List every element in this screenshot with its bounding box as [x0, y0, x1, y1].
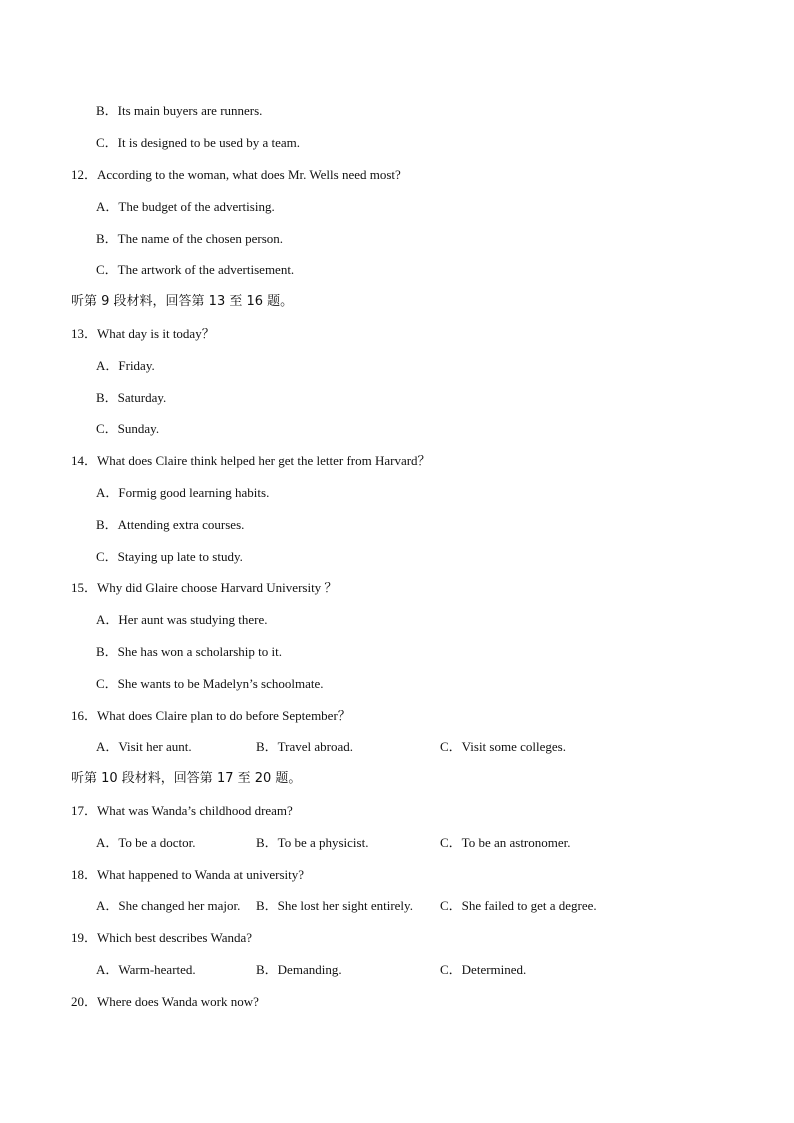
- option-17a: A．To be a doctor.: [96, 835, 196, 850]
- option-15b: B．She has won a scholarship to it.: [96, 644, 282, 659]
- option-12a: A．The budget of the advertising.: [96, 199, 275, 214]
- question-18: 18．What happened to Wanda at university?: [71, 867, 305, 882]
- question-14: 14．What does Claire think helped her get the letter from Harvard？: [71, 453, 431, 468]
- section-heading-9: 听第 9 段材料，回答第 13 至 16 题。: [71, 294, 294, 309]
- option-13b: B．Saturday.: [96, 390, 167, 405]
- options-row-16: [96, 739, 696, 755]
- option-19c: C．Determined.: [440, 962, 527, 977]
- options-row-17: [96, 835, 696, 851]
- section-heading-10: 听第 10 段材料，回答第 17 至 20 题。: [71, 771, 302, 786]
- option-18c: C．She failed to get a degree.: [440, 898, 597, 913]
- option-16b: B．Travel abroad.: [256, 739, 354, 754]
- option-12c: C．The artwork of the advertisement.: [96, 262, 295, 277]
- question-12: 12．According to the woman, what does Mr. Wells need most?: [71, 167, 401, 182]
- option-16c: C．Visit some colleges.: [440, 739, 566, 754]
- option-11c: C．It is designed to be used by a team.: [96, 135, 300, 150]
- question-15: 15．Why did Glaire choose Harvard University ？: [71, 580, 338, 595]
- option-19a: A．Warm-hearted.: [96, 962, 196, 977]
- option-14c: C．Staying up late to study.: [96, 549, 243, 564]
- question-13: 13．What day is it today？: [71, 326, 215, 341]
- option-15a: A．Her aunt was studying there.: [96, 612, 268, 627]
- question-19: 19．Which best describes Wanda?: [71, 930, 253, 945]
- question-17: 17．What was Wanda’s childhood dream?: [71, 803, 293, 818]
- option-17c: C．To be an astronomer.: [440, 835, 571, 850]
- option-19b: B．Demanding.: [256, 962, 342, 977]
- option-16a: A．Visit her aunt.: [96, 739, 192, 754]
- option-18a: A．She changed her major.: [96, 898, 241, 913]
- option-17b: B．To be a physicist.: [256, 835, 369, 850]
- option-12b: B．The name of the chosen person.: [96, 231, 284, 246]
- question-20: 20．Where does Wanda work now?: [71, 994, 259, 1009]
- option-14a: A．Formig good learning habits.: [96, 485, 270, 500]
- option-13c: C．Sunday.: [96, 421, 160, 436]
- options-row-18: [96, 898, 696, 914]
- question-16: 16．What does Claire plan to do before September？: [71, 708, 351, 723]
- option-15c: C．She wants to be Madelyn’s schoolmate.: [96, 676, 324, 691]
- option-11b: B．Its main buyers are runners.: [96, 103, 263, 118]
- options-row-19: [96, 962, 696, 978]
- option-18b: B．She lost her sight entirely.: [256, 898, 413, 913]
- option-13a: A．Friday.: [96, 358, 155, 373]
- option-14b: B．Attending extra courses.: [96, 517, 245, 532]
